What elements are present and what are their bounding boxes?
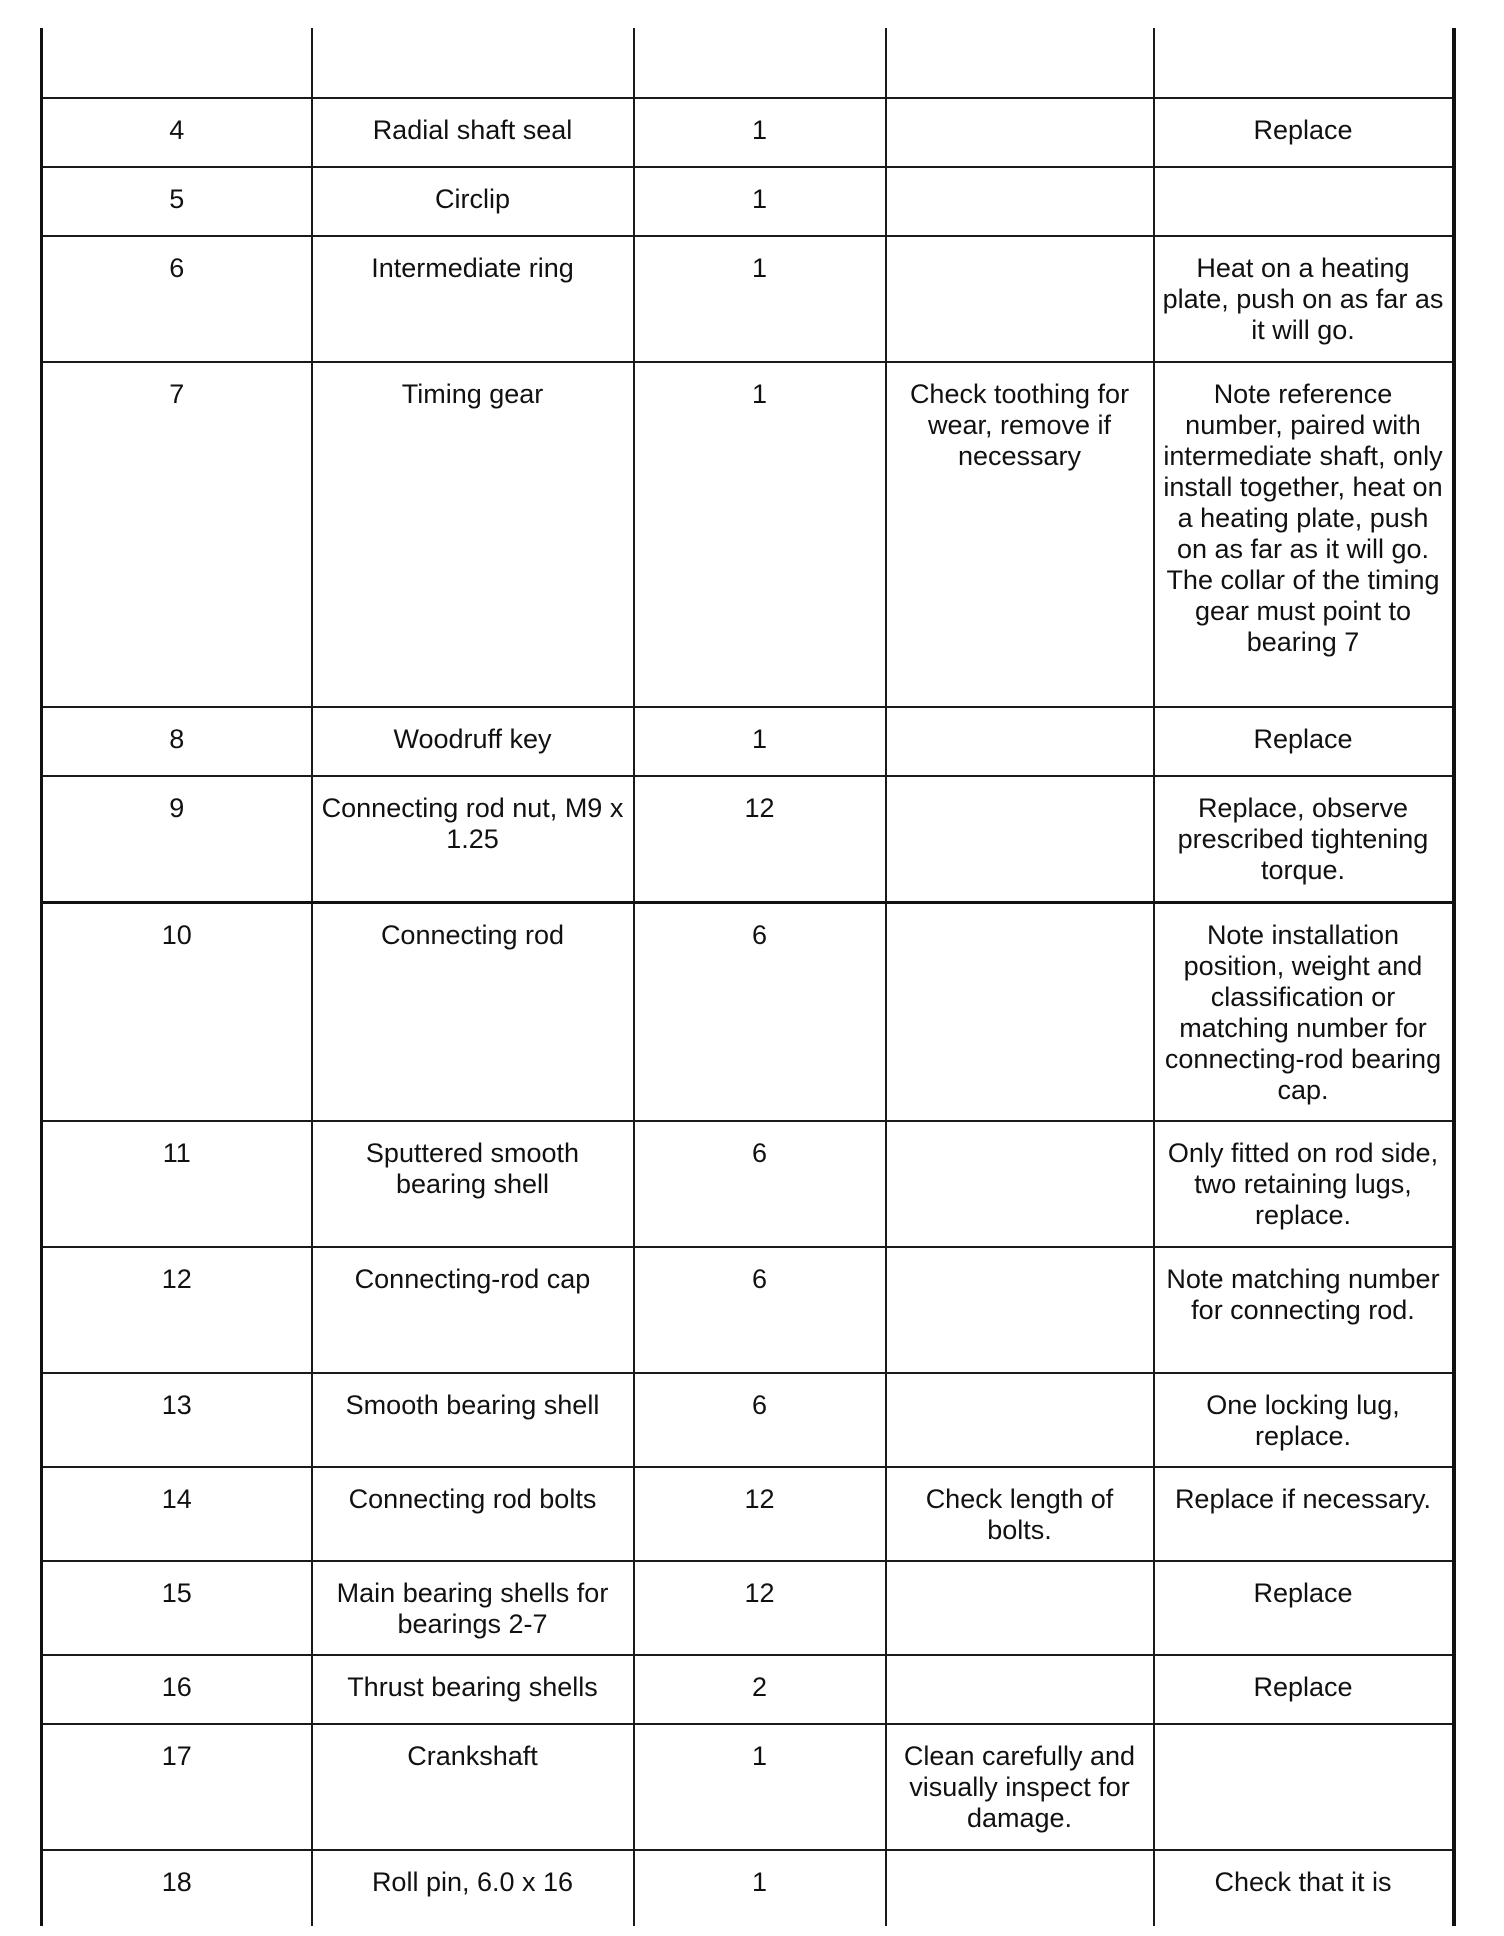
item-number-cell: 13 [42,1373,312,1467]
note-cell: Note installation position, weight and classification or matching number for connecting-rod bearing cap. [1154,902,1454,1121]
table-row [42,776,1454,902]
parts-table-container [40,28,1452,1926]
parts-table [40,28,1456,1926]
quantity-cell: 1 [634,707,886,776]
check-cell [886,1850,1154,1926]
check-cell [886,902,1154,1121]
description-cell [312,28,634,98]
table-row [42,236,1454,362]
note-cell: Heat on a heating plate, push on as far as it will go. [1154,236,1454,362]
quantity-cell: 12 [634,776,886,902]
description-cell: Roll pin, 6.0 x 16 [312,1850,634,1926]
item-number-cell: 6 [42,236,312,362]
note-cell: Replace, observe prescribed tightening torque. [1154,776,1454,902]
table-row [42,1373,1454,1467]
note-cell [1154,28,1454,98]
quantity-cell: 1 [634,236,886,362]
item-number-cell: 10 [42,902,312,1121]
table-row [42,1561,1454,1655]
item-number-cell: 18 [42,1850,312,1926]
table-row [42,362,1454,707]
item-number-cell: 15 [42,1561,312,1655]
check-cell [886,776,1154,902]
quantity-cell [634,28,886,98]
table-row [42,98,1454,167]
description-cell: Connecting-rod cap [312,1247,634,1373]
item-number-cell: 14 [42,1467,312,1561]
check-cell [886,236,1154,362]
description-cell: Radial shaft seal [312,98,634,167]
item-number-cell: 4 [42,98,312,167]
note-cell: Note matching number for connecting rod. [1154,1247,1454,1373]
note-cell: Replace if necessary. [1154,1467,1454,1561]
table-row [42,167,1454,236]
item-number-cell: 16 [42,1655,312,1724]
note-cell: Note reference number, paired with intermediate shaft, only install together, heat on a heating plate, push on as far as it will go. The collar of the timing gear must point to bearing 7 [1154,362,1454,707]
table-row [42,902,1454,1121]
note-cell: Replace [1154,707,1454,776]
description-cell: Woodruff key [312,707,634,776]
item-number-cell: 5 [42,167,312,236]
note-cell: Replace [1154,98,1454,167]
check-cell [886,1655,1154,1724]
check-cell [886,28,1154,98]
quantity-cell: 2 [634,1655,886,1724]
description-cell: Main bearing shells for bearings 2-7 [312,1561,634,1655]
description-cell: Timing gear [312,362,634,707]
table-row [42,1121,1454,1247]
quantity-cell: 1 [634,167,886,236]
quantity-cell: 12 [634,1561,886,1655]
check-cell [886,1561,1154,1655]
note-cell: Check that it is [1154,1850,1454,1926]
description-cell: Circlip [312,167,634,236]
item-number-cell: 7 [42,362,312,707]
check-cell [886,167,1154,236]
table-row [42,1724,1454,1850]
table-row [42,1247,1454,1373]
note-cell: Only fitted on rod side, two retaining lugs, replace. [1154,1121,1454,1247]
note-cell: Replace [1154,1561,1454,1655]
description-cell: Connecting rod bolts [312,1467,634,1561]
item-number-cell: 17 [42,1724,312,1850]
check-cell [886,1373,1154,1467]
check-cell [886,98,1154,167]
quantity-cell: 6 [634,1121,886,1247]
table-row [42,28,1454,98]
quantity-cell: 6 [634,902,886,1121]
quantity-cell: 6 [634,1373,886,1467]
quantity-cell: 12 [634,1467,886,1561]
quantity-cell: 1 [634,362,886,707]
description-cell: Intermediate ring [312,236,634,362]
check-cell [886,1121,1154,1247]
check-cell [886,1247,1154,1373]
description-cell: Thrust bearing shells [312,1655,634,1724]
item-number-cell [42,28,312,98]
item-number-cell: 12 [42,1247,312,1373]
check-cell: Clean carefully and visually inspect for damage. [886,1724,1154,1850]
item-number-cell: 8 [42,707,312,776]
description-cell: Connecting rod nut, M9 x 1.25 [312,776,634,902]
description-cell: Smooth bearing shell [312,1373,634,1467]
table-row [42,1655,1454,1724]
description-cell: Connecting rod [312,902,634,1121]
description-cell: Crankshaft [312,1724,634,1850]
table-row [42,1850,1454,1926]
note-cell: One locking lug, replace. [1154,1373,1454,1467]
quantity-cell: 1 [634,1724,886,1850]
item-number-cell: 11 [42,1121,312,1247]
quantity-cell: 6 [634,1247,886,1373]
note-cell [1154,167,1454,236]
quantity-cell: 1 [634,1850,886,1926]
check-cell [886,707,1154,776]
note-cell: Replace [1154,1655,1454,1724]
description-cell: Sputtered smooth bearing shell [312,1121,634,1247]
check-cell: Check toothing for wear, remove if necessary [886,362,1154,707]
item-number-cell: 9 [42,776,312,902]
table-row [42,707,1454,776]
note-cell [1154,1724,1454,1850]
check-cell: Check length of bolts. [886,1467,1154,1561]
table-row [42,1467,1454,1561]
quantity-cell: 1 [634,98,886,167]
